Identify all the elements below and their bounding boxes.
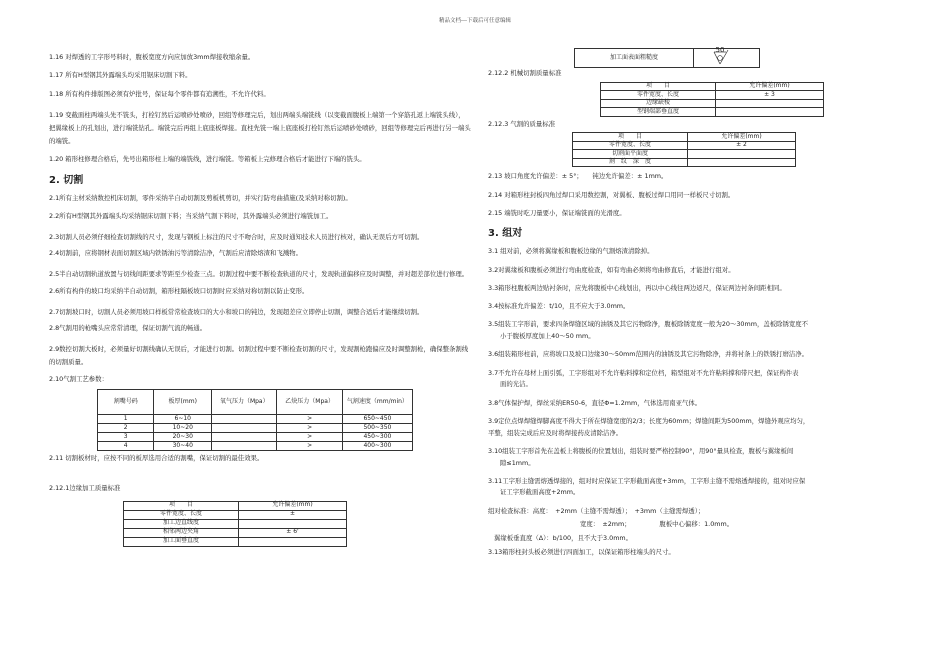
paragraph-3-7-cont: 面的光洁。 (500, 380, 532, 389)
paragraph-1-17: 1.17 所有H型钢其外露端头均采用锯床切割下料。 (49, 71, 192, 80)
paragraph-2-4: 2.4切割前，应将钢材表面切割区域内铁锈油污等清除洁净，气割后应清除熔渣和飞溅物。 (49, 249, 303, 258)
table-header-cell: 项 目 (601, 82, 716, 91)
table-cell: 400~300 (342, 442, 412, 451)
paragraph-3-8: 3.8气体保护焊，焊丝采纳ER50-6，直径Φ=1.2mm，气体选用南亚气体。 (488, 398, 702, 407)
table-row (601, 99, 824, 108)
paragraph-2-13: 2.13 坡口角度允许偏差：± 5°； 钝边允许偏差：± 1mm。 (488, 172, 668, 181)
paragraph-2-5: 2.5半自动切割轨道放置与切线间距要求等距至少检查三点。切割过程中要不断检查轨道的尺寸，发现轨道偏移应及时调整，并对超差部位进行修理。 (49, 270, 469, 279)
paragraph-3-2: 3.2对翼缘板和腹板必须进行弯曲度检查，如有弯曲必须将弯曲修直后，才能进行组对。 (488, 265, 735, 274)
paragraph-3-7: 3.7不允许在母材上面引弧，工字形组对不允许粘料撑和定位档，箱型组对不允许粘料撑和带尺把，保证构件表 (488, 368, 799, 377)
table-cell: ± 3 (716, 91, 824, 100)
table-cell (716, 108, 824, 117)
table-cell (212, 433, 277, 442)
left-column (49, 54, 471, 547)
paragraph-3-9-cont: 平整，组装完成后应及时将焊接药皮清除洁净。 (488, 428, 623, 437)
paragraph-2-6: 2.6所有构件的坡口均采纳半自动切割，箱形柱隔板坡口切割时应采纳对称切割以防止变形。 (49, 286, 309, 295)
table-cell (716, 99, 824, 108)
page-header: 精品文档---下载后可任意编辑 (439, 18, 511, 24)
roughness-value: 50 (715, 46, 725, 54)
table-cell (212, 415, 277, 424)
table-header-cell: 板厚(mm) (154, 390, 212, 415)
table-header-cell: 氧气压力（Mpa） (212, 390, 277, 415)
gas-params-title: 2.10气割工艺参数： (49, 374, 108, 383)
table-row (98, 442, 413, 451)
table-cell (212, 442, 277, 451)
table-cell: > (277, 415, 342, 424)
paragraph-2-1: 2.1所有主材采纳数控机床切割，零件采纳半自动切割及剪板机剪切，并实行防弯曲措施(及采纳对称切割)。 (49, 193, 352, 202)
table-row (98, 424, 413, 433)
table-cell: ± 6' (239, 528, 347, 537)
table-row (573, 141, 796, 150)
table-cell: 450~300 (342, 433, 412, 442)
table-header-cell: 项 目 (124, 501, 239, 510)
table-cell: 6~10 (154, 415, 212, 424)
gas-cutting-table (97, 389, 413, 451)
table-cell: 割 纹 深 度 (573, 158, 688, 167)
table-cell: 切割面平面度 (573, 150, 688, 159)
check-standard-line-1: 组对检查标准：高度： +2mm（主缝不需焊透）； +3mm（主缝需焊透）； (488, 506, 705, 515)
table-cell: ± 2 (688, 141, 796, 150)
table-cell: 1 (98, 415, 154, 424)
table-row (575, 49, 760, 68)
table-row (573, 158, 796, 167)
table-header-cell: 允许偏差(mm) (688, 133, 796, 142)
table-cell: 加工面垂直度 (124, 537, 239, 546)
paragraph-2-8: 2.8气割用的枪嘴头应常常清理，保证切割气流的畅通。 (49, 324, 207, 332)
table-row (573, 150, 796, 159)
section-2-title: 2. 切割 (49, 174, 84, 186)
table-cell: 型钢端部垂直度 (601, 108, 716, 117)
table-header-cell: 项 目 (573, 133, 688, 142)
table-cell: > (277, 424, 342, 433)
gas-quality-title: 2.12.3 气割的质量标准 (488, 119, 556, 128)
table-cell (688, 150, 796, 159)
paragraph-2-3: 2.3切割人员必须仔细检查切割线的尺寸，发现与钢板上标注的尺寸不吻合时，应及时通知技术人员进行核对，确认无误后方可切割。 (49, 233, 424, 242)
mech-quality-table (600, 82, 824, 117)
table-header-cell: 气割速度（mm/min） (342, 390, 412, 415)
table-row (124, 537, 347, 546)
paragraph-2-9: 2.9数控切割大板时，必须量好切割线确认无误后，才能进行切割。切割过程中要不断检查切割的尺寸，发现割枪跑偏应及时调整割枪，确保整条割线的切割质量。 (49, 345, 469, 367)
table-cell: > (277, 442, 342, 451)
paragraph-3-9: 3.9定位点焊焊缝焊脚高度不得大于所在焊缝宽度的2/3；长度为60mm；焊缝间距为500mm，焊缝外观应均匀， (488, 416, 810, 425)
section-3-title: 3. 组对 (488, 228, 523, 240)
table-row (98, 415, 413, 424)
table-row (601, 108, 824, 117)
table-row (98, 433, 413, 442)
paragraph-3-5: 3.5组装工字形前，要求四条焊缝区域的油锈及其它污物除净，腹板除锈宽度一般为20～30mm，盖板除锈宽度不 (488, 320, 809, 329)
paragraph-3-5-cont: 小于腹板厚度加上40～50 mm。 (500, 332, 595, 341)
paragraph-2-7: 2.7切割坡口时，切割人员必须用坡口样板常常检查坡口的大小和坡口的钝边，发现超差应立即停止切割，调整合适后才能继续切割。 (49, 307, 424, 316)
table-cell (688, 158, 796, 167)
paragraph-3-13: 3.13箱形柱封头板必须进行四面加工，以保证箱形柱端头的尺寸。 (488, 547, 675, 556)
table-cell: 零件宽度、长度 (601, 91, 716, 100)
table-header-row (573, 133, 796, 142)
paragraph-2-2: 2.2所有H型钢其外露端头均采纳锯床切割下料；当采纳气割下料时，其外露端头必须进行端铣加工。 (49, 211, 333, 220)
table-cell: 加工面表面粗糙度 (575, 49, 694, 68)
table-cell: 10~20 (154, 424, 212, 433)
mech-quality-title: 2.12.2 机械切割质量标准 (488, 69, 562, 77)
paragraph-2-14: 2.14 对箱形柱封板四角过焊口采用数控割，对翼板、腹板过焊口用同一样板尺寸切割。 (488, 190, 735, 199)
table-cell: 零件宽度、长度 (124, 510, 239, 519)
table-cell: 650~450 (342, 415, 412, 424)
edge-quality-title: 2.12.1边缘加工质量标准 (49, 483, 121, 492)
table-cell (212, 424, 277, 433)
table-cell (239, 537, 347, 546)
roughness-symbol-cell (694, 46, 760, 68)
paragraph-1-18: 1.18 所有构件排版图必须有炉批号，保证每个零件都有追溯性，不允许代料。 (49, 89, 270, 98)
table-cell: 4 (98, 442, 154, 451)
check-standard-line-3: 翼缘板垂直度（Δ）：b/100，且不大于3.0mm。 (494, 534, 633, 543)
table-cell: 500~350 (342, 424, 412, 433)
paragraph-1-20: 1.20 箱形柱修理合格后，先号出箱形柱上端的端铣线，进行端铣。等箱板上完修理合格后才能进行下端的铣头。 (49, 155, 366, 164)
check-standard-line-2: 宽度： ±2mm； 腹板中心偏移：1.0mm。 (580, 520, 734, 529)
paragraph-3-3: 3.3箱形柱腹板两边贴衬条时，应先将腹板中心线划出，再以中心线往两边返尺，保证两边衬条间距相同。 (488, 283, 786, 292)
table-cell: 20~30 (154, 433, 212, 442)
table-cell (239, 519, 347, 528)
paragraph-1-16: 1.16 对焊透的工字形号料时，腹板宽度方向应加放3mm焊接收缩余量。 (49, 53, 255, 61)
roughness-symbol (698, 46, 756, 67)
paragraph-3-6: 3.6组装箱形柱前，应将坡口及坡口边缘30～50mm范围内的油锈及其它污物除净，并将衬条上的铁锈打磨洁净。 (488, 350, 809, 359)
table-cell: 相邻两边夹角 (124, 528, 239, 537)
paragraph-2-15: 2.15 端铣时吃刀量要小，保证端铣面的光滑度。 (488, 208, 626, 217)
right-column (488, 46, 908, 567)
table-cell: 加工边直线度 (124, 519, 239, 528)
table-cell: > (277, 433, 342, 442)
table-cell: 30~40 (154, 442, 212, 451)
table-cell: 零件宽度、长度 (573, 141, 688, 150)
table-row (124, 510, 347, 519)
paragraph-2-11: 2.11 切割板材时，应按不同的板厚选用合适的割嘴，保证切割的最佳效果。 (49, 454, 264, 463)
table-row (124, 528, 347, 537)
table-cell: 2 (98, 424, 154, 433)
paragraph-3-1: 3.1 组对前，必须将翼缘板和腹板边缘的气割熔渣清除掉。 (488, 247, 654, 256)
table-row (124, 519, 347, 528)
roughness-table (574, 48, 760, 68)
paragraph-3-11: 3.11工字形主缝需熔透焊接的，组对时应保证工字形截面高度+3mm，工字形主缝不需熔透焊接的，组对时应保 (488, 476, 806, 485)
table-header-cell: 允许偏差(mm) (716, 82, 824, 91)
paragraph-3-4: 3.4按标准允许偏差：t/10，且不应大于3.0mm。 (488, 302, 630, 311)
paragraph-3-10-cont: 隙≤1mm。 (500, 458, 535, 467)
table-header-cell: 乙炔压力（Mpa） (277, 390, 342, 415)
table-header-row (98, 390, 413, 415)
table-row (601, 91, 824, 100)
table-cell: ± (239, 510, 347, 519)
paragraph-1-19: 1.19 变截面柱两端头先不铣头，打栓钉然后运喷砂处喷砂，回组等修理完后，划出两端头端铣线（以变截面腹板上端第一个穿筋孔返上端铣头线），把翼缘板上的孔划出，进行端铣钻孔。端铣完后再组上底座板焊接。直柱先铣一端上底座板打栓钉然后运喷砂处喷砂，回组等修理完后再进行另一端头的端铣。 (49, 110, 471, 146)
table-cell: 3 (98, 433, 154, 442)
table-header-row (124, 501, 347, 510)
table-header-cell: 允许偏差(mm) (239, 501, 347, 510)
edge-quality-table (123, 501, 347, 547)
paragraph-3-10: 3.10组装工字形首先在盖板上将腹板的位置划出，组装时要严格控制90°，用90°量具检查，腹板与翼缘板间 (488, 446, 794, 455)
gas-quality-table (572, 132, 796, 167)
table-header-cell: 割嘴号码 (98, 390, 154, 415)
roughness-symbol-icon (698, 46, 756, 67)
table-header-row (601, 82, 824, 91)
table-cell: 边缘缺棱 (601, 99, 716, 108)
paragraph-3-11-cont: 证工字形截面高度+2mm。 (500, 488, 580, 497)
